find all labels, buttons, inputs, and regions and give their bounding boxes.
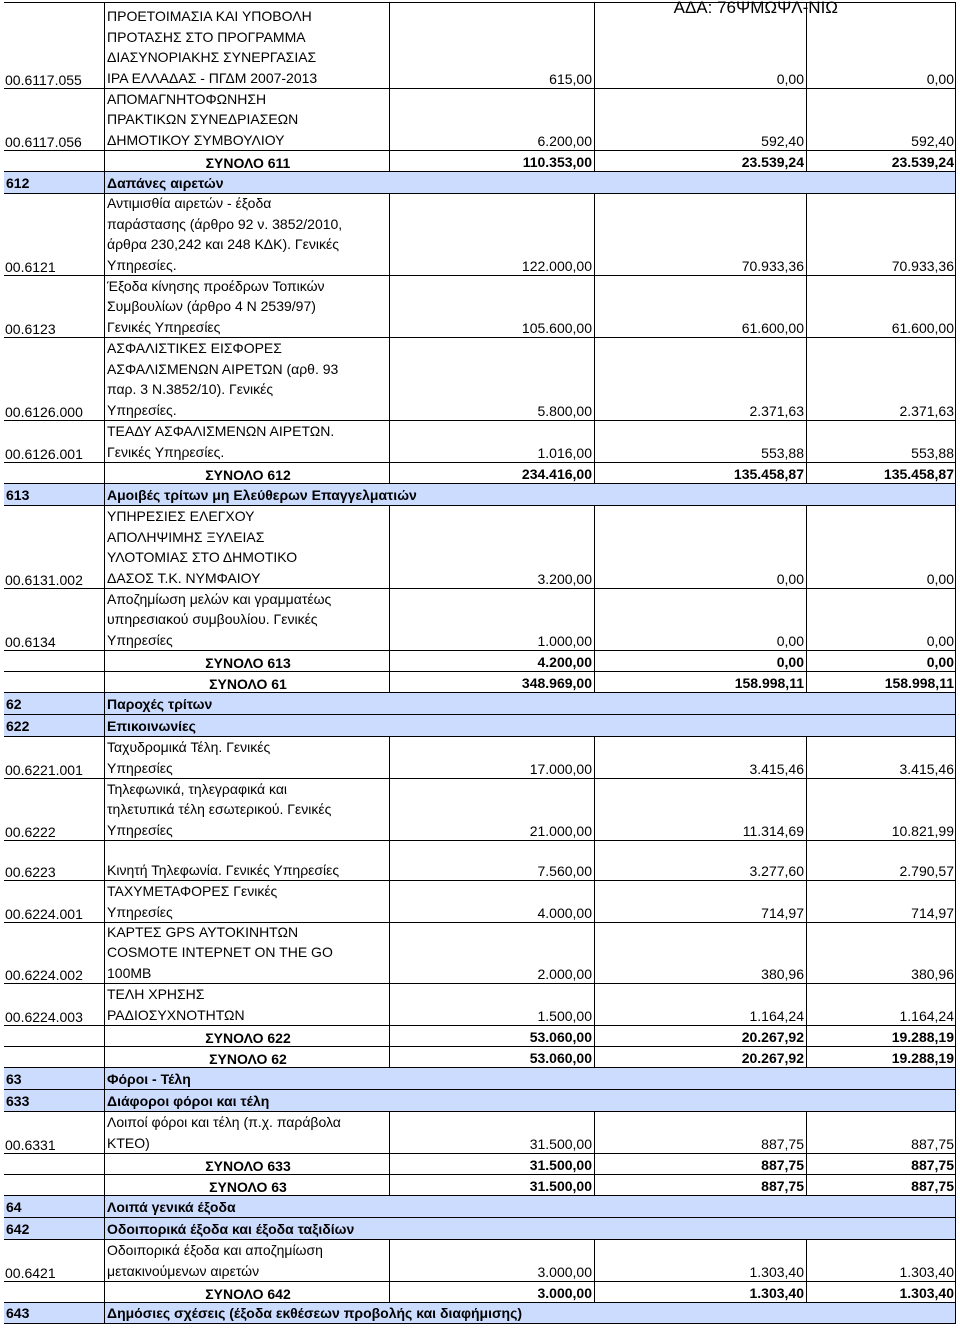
budget-amount: 31.500,00: [389, 1175, 594, 1195]
total-label: ΣΥΝΟΛΟ 613: [104, 651, 389, 671]
description-text: ΑΠΟΜΑΓΝΗΤΟΦΩΝΗΣΗ ΠΡΑΚΤΙΚΩΝ ΣΥΝΕΔΡΙΑΣΕΩΝ ΔΗΜΟΤΙΚΟΥ ΣΥΜΒΟΥΛΙΟΥ: [107, 90, 299, 148]
budget-amount: 53.060,00: [389, 1026, 594, 1046]
description-cell: [104, 737, 389, 778]
description-text: Ταχυδρομικά Τέλη. Γενικές Υπηρεσίες: [107, 739, 271, 776]
paid-amount: 2.790,57: [806, 841, 956, 880]
account-code: 00.6121: [5, 259, 56, 275]
paid-amount: 553,88: [806, 421, 956, 462]
table-row: [4, 778, 956, 840]
table-row: [4, 420, 956, 462]
account-code: 00.6117.056: [5, 134, 82, 150]
description-cell: [104, 923, 389, 983]
account-code: 00.6223: [5, 864, 56, 880]
committed-amount: 20.267,92: [594, 1047, 806, 1067]
description-text: ΑΣΦΑΛΙΣΤΙΚΕΣ ΕΙΣΦΟΡΕΣ ΑΣΦΑΛΙΣΜΕΝΩΝ ΑΙΡΕΤΩΝ (αρθ. 93 παρ. 3 Ν.3852/10). Γενικές Υπηρεσίες.: [107, 340, 339, 418]
budget-amount: 7.560,00: [389, 841, 594, 880]
account-code: 00.6134: [5, 634, 56, 650]
paid-amount: 887,75: [806, 1175, 956, 1195]
table-row: [4, 505, 956, 588]
paid-amount: 3.415,46: [806, 737, 956, 778]
description-text: ΚΑΡΤΕΣ GPS ΑΥΤΟΚΙΝΗΤΩΝ COSMOTE INTEPNET ON THE GO 100MB: [107, 923, 333, 981]
description-text: Αντιμισθία αιρετών - έξοδα παράστασης (άρθρο 92 ν. 3852/2010, άρθρα 230,242 και 248 ΚΔΚ). Γενικές Υπηρεσίες.: [107, 195, 343, 273]
account-code: 00.6221.001: [5, 762, 83, 778]
paid-amount: 0,00: [806, 651, 956, 671]
committed-amount: 1.303,40: [594, 1282, 806, 1302]
budget-amount: 1.000,00: [389, 589, 594, 650]
committed-amount: 20.267,92: [594, 1026, 806, 1046]
table-row: [4, 1239, 956, 1281]
description-cell: [104, 276, 389, 337]
description-cell: [104, 1112, 389, 1153]
total-label: ΣΥΝΟΛΟ 642: [104, 1282, 389, 1302]
paid-amount: 19.288,19: [806, 1026, 956, 1046]
description-text: Λοιποί φόροι και τέλη (π.χ. παράβολα ΚΤΕΟ): [107, 1114, 341, 1151]
description-cell: [104, 3, 389, 88]
table-row: [4, 337, 956, 420]
empty-cell: [4, 1175, 104, 1195]
paid-amount: 380,96: [806, 923, 956, 983]
committed-amount: 70.933,36: [594, 194, 806, 275]
account-code: 00.6123: [5, 321, 56, 337]
committed-amount: 158.998,11: [594, 672, 806, 692]
budget-amount: 4.000,00: [389, 881, 594, 922]
category-title: Διάφοροι φόροι και τέλη: [104, 1090, 956, 1111]
committed-amount: 553,88: [594, 421, 806, 462]
table-row: [4, 588, 956, 650]
paid-amount: 0,00: [806, 3, 956, 88]
account-code: 00.6331: [5, 1137, 56, 1153]
paid-amount: 19.288,19: [806, 1047, 956, 1067]
budget-amount: 3.200,00: [389, 506, 594, 588]
category-title: Δημόσιες σχέσεις (έξοδα εκθέσεων προβολής και διαφήμισης): [104, 1303, 956, 1323]
category-code: 64: [6, 1198, 22, 1215]
category-row: [4, 1067, 956, 1089]
category-row: [4, 714, 956, 736]
description-text: Έξοδα κίνησης προέδρων Τοπικών Συμβουλίων (άρθρο 4 Ν 2539/97) Γενικές Υπηρεσίες: [107, 277, 325, 335]
total-row: [4, 1281, 956, 1302]
committed-amount: 3.277,60: [594, 841, 806, 880]
committed-amount: 380,96: [594, 923, 806, 983]
category-row: [4, 1302, 956, 1324]
budget-amount: 31.500,00: [389, 1154, 594, 1174]
empty-cell: [4, 651, 104, 671]
category-row: [4, 1195, 956, 1217]
budget-amount: 615,00: [389, 3, 594, 88]
table-row: [4, 880, 956, 922]
category-code: 622: [6, 717, 30, 734]
budget-amount: 1.016,00: [389, 421, 594, 462]
category-title: Επικοινωνίες: [104, 715, 956, 736]
total-label: ΣΥΝΟΛΟ 62: [104, 1047, 389, 1067]
budget-amount: 4.200,00: [389, 651, 594, 671]
empty-cell: [4, 1282, 104, 1302]
paid-amount: 1.164,24: [806, 984, 956, 1025]
account-code: 00.6131.002: [5, 572, 83, 588]
committed-amount: 887,75: [594, 1154, 806, 1174]
budget-amount: 105.600,00: [389, 276, 594, 337]
category-title: Λοιπά γενικά έξοδα: [104, 1196, 956, 1217]
total-row: [4, 1025, 956, 1046]
category-code: 643: [6, 1305, 30, 1321]
paid-amount: 887,75: [806, 1112, 956, 1153]
category-row: [4, 692, 956, 714]
ada-watermark: ΑΔΑ: 76ΨΜΩΨΛ-ΝΙΩ: [673, 0, 838, 17]
description-cell: [104, 984, 389, 1025]
paid-amount: 0,00: [806, 589, 956, 650]
description-text: ΤΕΛΗ ΧΡΗΣΗΣ ΡΑΔΙΟΣΥΧΝΟΤΗΤΩΝ: [107, 986, 245, 1023]
empty-cell: [4, 1154, 104, 1174]
description-text: ΤΕΑΔΥ ΑΣΦΑΛΙΣΜΕΝΩΝ ΑΙΡΕΤΩΝ. Γενικές Υπηρεσίες.: [107, 423, 335, 460]
committed-amount: 0,00: [594, 589, 806, 650]
total-row: [4, 1153, 956, 1174]
paid-amount: 592,40: [806, 89, 956, 150]
empty-cell: [4, 672, 104, 692]
paid-amount: 887,75: [806, 1154, 956, 1174]
account-code: 00.6117.055: [5, 72, 82, 88]
account-code: 00.6126.000: [5, 404, 83, 420]
empty-cell: [4, 151, 104, 171]
empty-cell: [4, 1047, 104, 1067]
category-title: Αμοιβές τρίτων μη Ελεύθερων Επαγγελματιών: [104, 484, 956, 505]
account-code: 00.6222: [5, 824, 56, 840]
table-row: [4, 1111, 956, 1153]
category-title: Παροχές τρίτων: [104, 693, 956, 714]
description-text: Οδοιπορικά έξοδα και αποζημίωση μετακινούμενων αιρετών: [107, 1242, 323, 1279]
total-row: [4, 462, 956, 483]
budget-amount: 234.416,00: [389, 463, 594, 483]
budget-table: [4, 2, 956, 1324]
paid-amount: 61.600,00: [806, 276, 956, 337]
total-row: [4, 671, 956, 692]
table-row: [4, 2, 956, 88]
budget-amount: 21.000,00: [389, 779, 594, 840]
budget-amount: 1.500,00: [389, 984, 594, 1025]
committed-amount: 887,75: [594, 1175, 806, 1195]
committed-amount: 2.371,63: [594, 338, 806, 420]
description-cell: [104, 779, 389, 840]
total-label: ΣΥΝΟΛΟ 611: [104, 151, 389, 171]
committed-amount: 23.539,24: [594, 151, 806, 171]
empty-cell: [4, 463, 104, 483]
paid-amount: 0,00: [806, 506, 956, 588]
paid-amount: 135.458,87: [806, 463, 956, 483]
category-code: 613: [6, 486, 30, 503]
table-row: [4, 275, 956, 337]
description-text: Τηλεφωνικά, τηλεγραφικά και τηλετυπικά τέλη εσωτερικού. Γενικές Υπηρεσίες: [107, 780, 332, 838]
committed-amount: 11.314,69: [594, 779, 806, 840]
committed-amount: 3.415,46: [594, 737, 806, 778]
description-cell: [104, 881, 389, 922]
category-title: Φόροι - Τέλη: [104, 1068, 956, 1089]
description-cell: [104, 338, 389, 420]
total-row: [4, 650, 956, 671]
committed-amount: 0,00: [594, 506, 806, 588]
budget-amount: 122.000,00: [389, 194, 594, 275]
budget-amount: 110.353,00: [389, 151, 594, 171]
category-row: [4, 171, 956, 193]
table-row: [4, 840, 956, 880]
budget-amount: 3.000,00: [389, 1282, 594, 1302]
table-row: [4, 736, 956, 778]
total-label: ΣΥΝΟΛΟ 612: [104, 463, 389, 483]
committed-amount: 1.303,40: [594, 1240, 806, 1281]
paid-amount: 10.821,99: [806, 779, 956, 840]
paid-amount: 70.933,36: [806, 194, 956, 275]
category-row: [4, 1089, 956, 1111]
committed-amount: 887,75: [594, 1112, 806, 1153]
paid-amount: 1.303,40: [806, 1282, 956, 1302]
category-row: [4, 483, 956, 505]
description-text: Κινητή Τηλεφωνία. Γενικές Υπηρεσίες: [107, 861, 340, 878]
description-text: Αποζημίωση μελών και γραμματέως υπηρεσιακού συμβουλίου. Γενικές Υπηρεσίες: [107, 590, 332, 648]
description-cell: [104, 841, 389, 880]
total-row: [4, 150, 956, 171]
paid-amount: 158.998,11: [806, 672, 956, 692]
account-code: 00.6224.003: [5, 1009, 83, 1025]
account-code: 00.6421: [5, 1265, 56, 1281]
account-code: 00.6224.001: [5, 906, 83, 922]
paid-amount: 1.303,40: [806, 1240, 956, 1281]
budget-amount: 2.000,00: [389, 923, 594, 983]
committed-amount: 61.600,00: [594, 276, 806, 337]
total-row: [4, 1174, 956, 1195]
category-code: 62: [6, 695, 22, 712]
budget-amount: 3.000,00: [389, 1240, 594, 1281]
category-code: 63: [6, 1070, 22, 1087]
budget-amount: 53.060,00: [389, 1047, 594, 1067]
paid-amount: 23.539,24: [806, 151, 956, 171]
category-row: [4, 1217, 956, 1239]
total-label: ΣΥΝΟΛΟ 633: [104, 1154, 389, 1174]
table-row: [4, 983, 956, 1025]
committed-amount: 135.458,87: [594, 463, 806, 483]
total-label: ΣΥΝΟΛΟ 622: [104, 1026, 389, 1046]
total-label: ΣΥΝΟΛΟ 61: [104, 672, 389, 692]
description-cell: [104, 89, 389, 150]
description-cell: [104, 1240, 389, 1281]
committed-amount: 714,97: [594, 881, 806, 922]
empty-cell: [4, 1026, 104, 1046]
budget-amount: 17.000,00: [389, 737, 594, 778]
table-row: [4, 88, 956, 150]
committed-amount: 592,40: [594, 89, 806, 150]
table-row: [4, 922, 956, 983]
total-row: [4, 1046, 956, 1067]
category-title: Οδοιπορικά έξοδα και έξοδα ταξιδίων: [104, 1218, 956, 1239]
paid-amount: 2.371,63: [806, 338, 956, 420]
committed-amount: 0,00: [594, 651, 806, 671]
account-code: 00.6224.002: [5, 967, 83, 983]
description-text: ΠΡΟΕΤΟΙΜΑΣΙΑ ΚΑΙ ΥΠΟΒΟΛΗ ΠΡΟΤΑΣΗΣ ΣΤΟ ΠΡΟΓΡΑΜΜΑ ΔΙΑΣΥΝΟΡΙΑΚΗΣ ΣΥΝΕΡΓΑΣΙΑΣ ΙΡΑ ΕΛΛΑΔΑΣ - ΠΓΔΜ 2007-2013: [107, 8, 318, 86]
table-row: [4, 193, 956, 275]
category-code: 612: [6, 174, 30, 191]
category-code: 633: [6, 1092, 30, 1109]
paid-amount: 714,97: [806, 881, 956, 922]
description-text: ΥΠΗΡΕΣΙΕΣ ΕΛΕΓΧΟΥ ΑΠΟΛΗΨΙΜΗΣ ΞΥΛΕΙΑΣ ΥΛΟΤΟΜΙΑΣ ΣΤΟ ΔΗΜΟΤΙΚΟ ΔΑΣΟΣ Τ.Κ. ΝΥΜΦΑΙΟΥ: [107, 508, 298, 586]
budget-amount: 5.800,00: [389, 338, 594, 420]
description-cell: [104, 194, 389, 275]
category-code: 642: [6, 1220, 30, 1237]
committed-amount: 0,00: [594, 3, 806, 88]
committed-amount: 1.164,24: [594, 984, 806, 1025]
description-text: ΤΑΧΥΜΕΤΑΦΟΡΕΣ Γενικές Υπηρεσίες: [107, 883, 278, 920]
budget-amount: 31.500,00: [389, 1112, 594, 1153]
account-code: 00.6126.001: [5, 446, 83, 462]
budget-amount: 348.969,00: [389, 672, 594, 692]
description-cell: [104, 589, 389, 650]
category-title: Δαπάνες αιρετών: [104, 172, 956, 193]
description-cell: [104, 421, 389, 462]
budget-amount: 6.200,00: [389, 89, 594, 150]
description-cell: [104, 506, 389, 588]
total-label: ΣΥΝΟΛΟ 63: [104, 1175, 389, 1195]
